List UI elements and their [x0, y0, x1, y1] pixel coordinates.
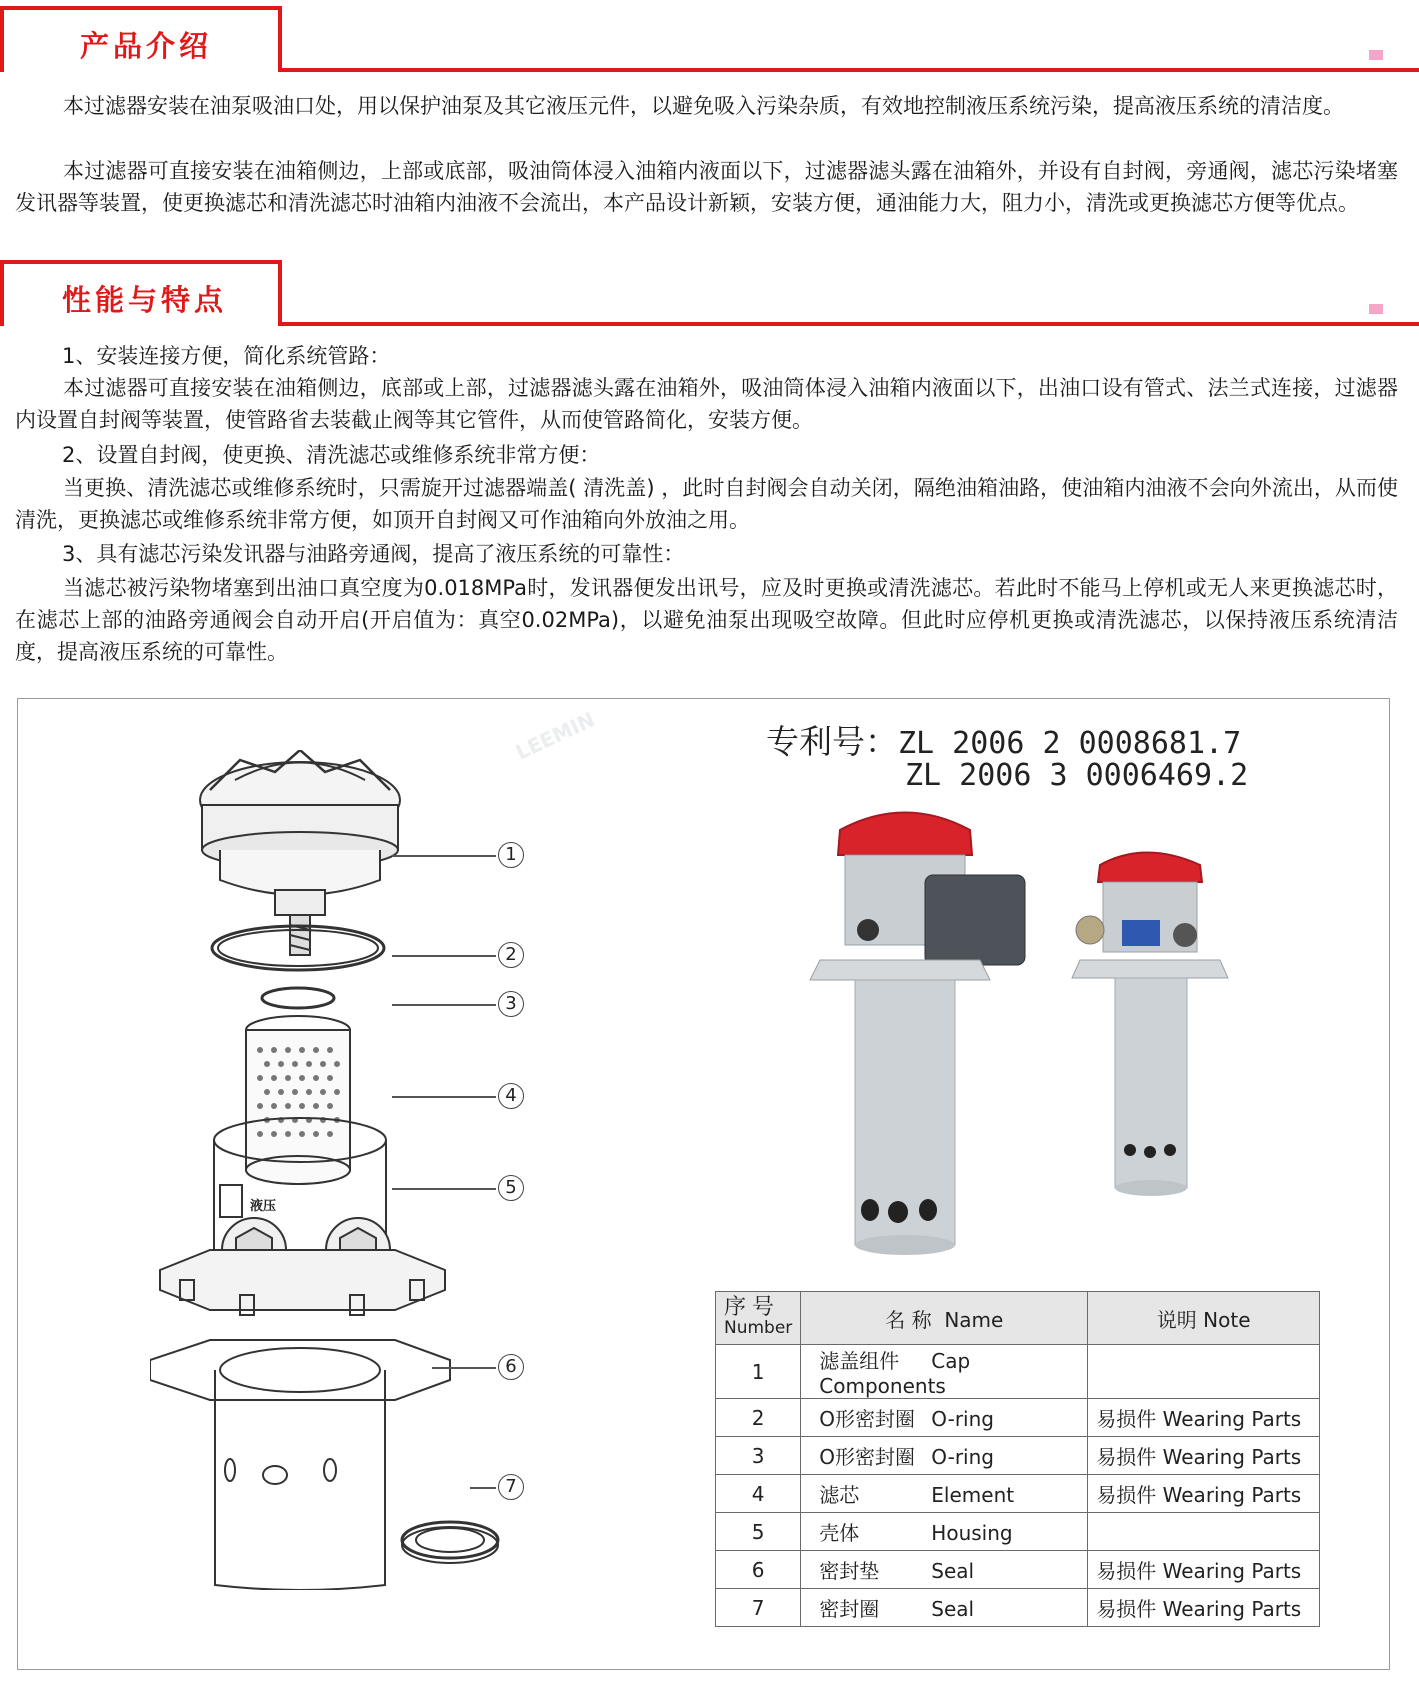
callout-3: 3: [498, 991, 524, 1017]
table-header-row: [716, 1292, 1320, 1345]
section-rule: [282, 322, 1419, 326]
feature-1-text: 本过滤器可直接安装在油箱侧边，底部或上部，过滤器滤头露在油箱外，吸油筒体浸入油箱内液面以下，出油口设有管式、法兰式连接，过滤器内设置自封阀等装置，使管路省去装截止阀等其它管件，从而使管路简化，安装方便。: [15, 376, 1398, 432]
feature-1-title: 1、安装连接方便，简化系统管路：: [62, 344, 391, 368]
product-photo: [800, 800, 1250, 1260]
housing-label: 液压: [250, 1199, 277, 1214]
patent-number-1: ZL 2006 2 0008681.7: [898, 726, 1242, 761]
callout-4: 4: [498, 1083, 524, 1109]
callout-leader-1: [392, 855, 496, 857]
table-row: 5 壳体 Housing: [716, 1513, 1320, 1551]
table-row: 3 O形密封圈 O-ring 易损件 Wearing Parts: [716, 1437, 1320, 1475]
table-row: 1 滤盖组件 Cap Components: [716, 1345, 1320, 1399]
callout-leader-6: [432, 1367, 496, 1369]
callout-2: 2: [498, 942, 524, 968]
intro-paragraph-2: 本过滤器可直接安装在油箱侧边，上部或底部，吸油筒体浸入油箱内液面以下，过滤器滤头露在油箱外，并设有自封阀，旁通阀，滤芯污染堵塞发讯器等装置，使更换滤芯和清洗滤芯时油箱内油液不会流出，本产品设计新颖，安装方便，通油能力大，阻力小，清洗或更换滤芯方便等优点。: [15, 159, 1398, 215]
patent-line-2: [905, 758, 1248, 793]
callout-leader-5: [392, 1188, 496, 1190]
patent-line-1: [766, 716, 1241, 763]
callout-leader-7: [470, 1487, 496, 1489]
section-rule-accent: [1369, 50, 1383, 60]
section-rule: [282, 68, 1419, 72]
section-header-features: [0, 260, 1419, 330]
callout-leader-2: [392, 955, 496, 957]
section-title: 性能与特点: [62, 283, 228, 317]
patent-number-2: ZL 2006 3 0006469.2: [905, 758, 1249, 793]
feature-2-title: 2、设置自封阀，使更换、清洗滤芯或维修系统非常方便：: [62, 443, 601, 467]
header-number: 序号 Number: [716, 1292, 801, 1345]
parts-table: [715, 1291, 1320, 1627]
callout-7: 7: [498, 1474, 524, 1500]
feature-2-text: 当更换、清洗滤芯或维修系统时，只需旋开过滤器端盖( 清洗盖) ，此时自封阀会自动关闭，隔绝油箱油路，使油箱内油液不会向外流出，从而使清洗，更换滤芯或维修系统非常方便，如顶开自封阀又可作油箱向外放油之用。: [15, 476, 1398, 532]
callout-1: 1: [498, 842, 524, 868]
watermark: LEEMIN: [511, 707, 599, 765]
section-header-intro: [0, 6, 1419, 76]
callout-leader-4: [392, 1096, 496, 1098]
table-row: 4 滤芯 Element 易损件 Wearing Parts: [716, 1475, 1320, 1513]
exploded-view-drawing: [150, 750, 570, 1590]
header-name: 名 称 Name: [801, 1292, 1088, 1345]
callout-leader-3: [392, 1004, 496, 1006]
feature-3-title: 3、具有滤芯污染发讯器与油路旁通阀，提高了液压系统的可靠性：: [62, 542, 685, 566]
section-title: 产品介绍: [80, 29, 213, 63]
patent-label: 专利号：: [766, 722, 898, 761]
callout-5: 5: [498, 1175, 524, 1201]
callout-6: 6: [498, 1354, 524, 1380]
table-row: 7 密封圈 Seal 易损件 Wearing Parts: [716, 1589, 1320, 1627]
section-rule-accent: [1369, 304, 1383, 314]
feature-3-text: 当滤芯被污染物堵塞到出油口真空度为0.018MPa时，发讯器便发出讯号，应及时更换或清洗滤芯。若此时不能马上停机或无人来更换滤芯时，在滤芯上部的油路旁通阀会自动开启(开启值为：真空0.02MPa)，以避免油泵出现吸空故障。但此时应停机更换或清洗滤芯，以保持液压系统清洁度，提高液压系统的可靠性。: [15, 576, 1398, 664]
table-row: 6 密封垫 Seal 易损件 Wearing Parts: [716, 1551, 1320, 1589]
intro-paragraph-1: 本过滤器安装在油泵吸油口处，用以保护油泵及其它液压元件，以避免吸入污染杂质，有效地控制液压系统污染，提高液压系统的清洁度。: [63, 94, 1344, 118]
header-note: 说明 Note: [1088, 1292, 1320, 1345]
table-row: 2 O形密封圈 O-ring 易损件 Wearing Parts: [716, 1399, 1320, 1437]
